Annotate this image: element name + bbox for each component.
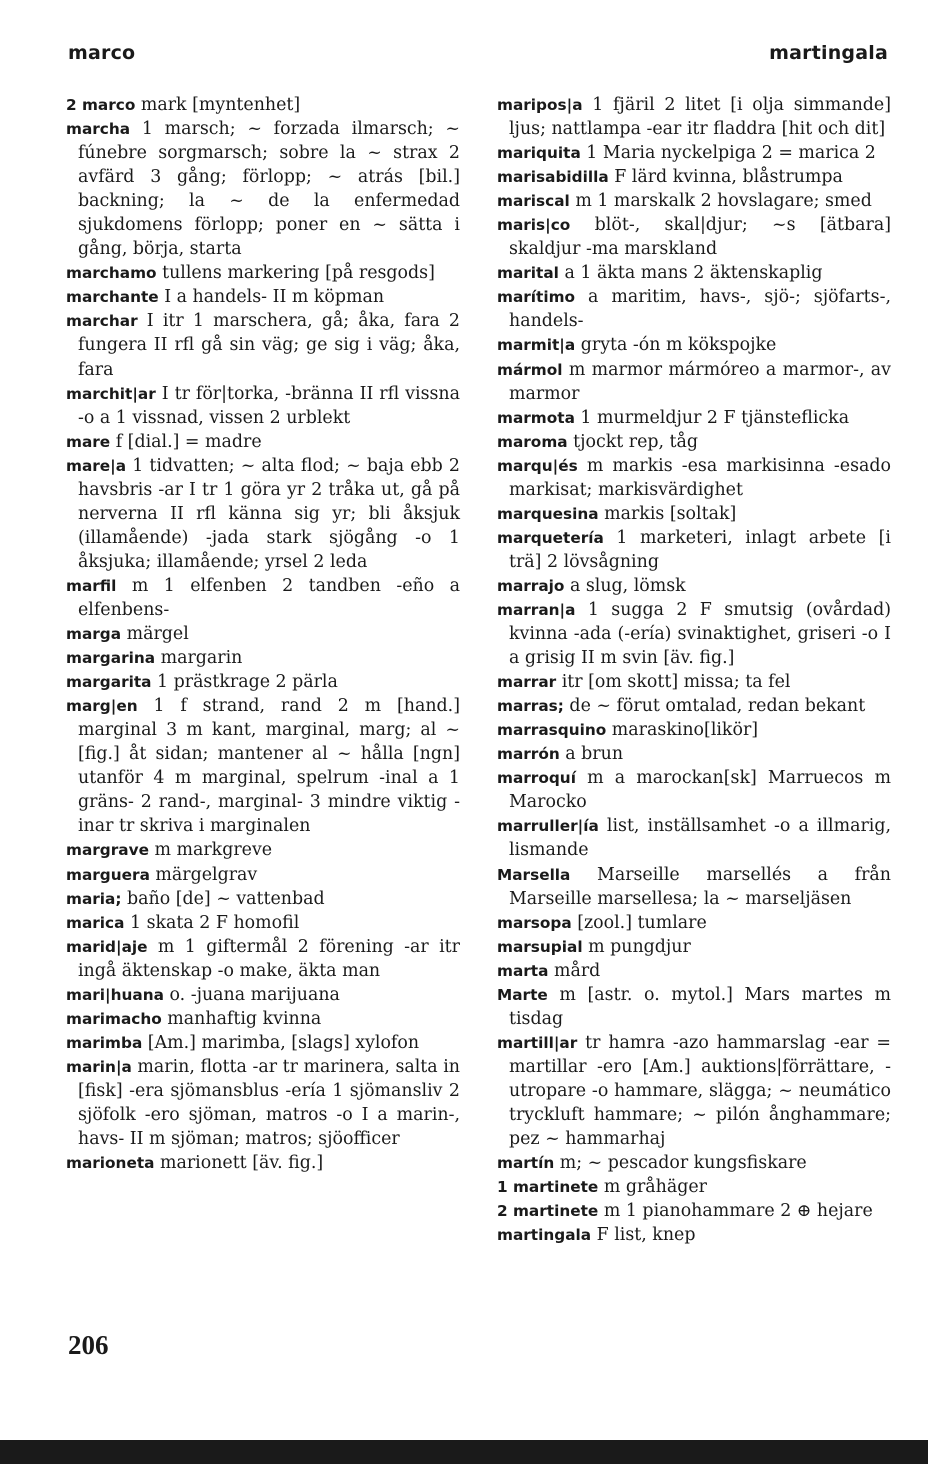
entry-definition: mark [myntenhet] (135, 95, 301, 115)
entry-headword: marruller|ía (497, 817, 599, 836)
entry-headword: marrasquino (497, 721, 607, 740)
running-head-right: martingala (769, 42, 888, 64)
dictionary-entry (497, 1031, 891, 1151)
entry-definition: m gråhäger (598, 1177, 707, 1198)
dictionary-entry (497, 766, 891, 814)
entry-definition: tr hamra -azo hammarslag -ear = martillar -ero [Am.] auktions|förrättare, -utropare -o hammare, slägga; ~ neumático tryckluft hammare; ~ pilón ånghammare; pez ~ hammarhaj (509, 1032, 891, 1150)
entry-headword: marrar (497, 673, 557, 692)
dictionary-entry (497, 213, 891, 261)
entry-headword: marquesina (497, 504, 599, 523)
entry-headword: marqu|és (497, 456, 578, 475)
entry-definition: blöt-, skal|djur; ~s [ätbara] skaldjur -ma marskland (509, 215, 891, 260)
entry-headword: mariquita (497, 144, 581, 163)
entry-headword: marg|en (66, 697, 138, 716)
dictionary-entry (66, 382, 460, 430)
entry-headword: 2 marco (66, 96, 136, 114)
dictionary-entry (497, 430, 891, 454)
scan-border (0, 1440, 928, 1464)
dictionary-entry (66, 887, 460, 911)
entry-definition: maraskino[likör] (606, 720, 759, 741)
dictionary-entry (66, 285, 460, 309)
entry-definition: list, inställsamhet -o a illmarig, lismande (509, 816, 891, 861)
dictionary-entry (497, 454, 891, 502)
entry-definition: m pungdjur (582, 936, 691, 957)
dictionary-entry (66, 694, 460, 838)
entry-headword: marica (66, 913, 125, 932)
entry-headword: marmota (497, 408, 575, 427)
dictionary-entry (66, 309, 460, 381)
entry-definition: a maritim, havs-, sjö-; sjöfarts-, handels- (509, 287, 891, 332)
entry-definition: 1 murmeldjur 2 F tjänsteflicka (574, 407, 850, 428)
dictionary-entry (66, 1007, 460, 1031)
dictionary-entry (497, 406, 891, 430)
entry-definition: m marmor mármóreo a marmor-, av marmor (509, 359, 891, 404)
entry-definition: baño [de] ~ vattenbad (121, 888, 325, 909)
dictionary-entry (497, 1199, 891, 1223)
dictionary-entry (66, 670, 460, 694)
entry-headword: marchit|ar (66, 384, 156, 403)
page-number: 206 (68, 1330, 109, 1360)
entry-definition: o. -juana marijuana (163, 984, 340, 1005)
entry-headword: marga (66, 625, 122, 644)
dictionary-entry (497, 141, 891, 165)
entry-definition: F lärd kvinna, blåstrumpa (608, 167, 843, 188)
entry-definition: 1 marketeri, inlagt arbete [i trä] 2 lövsågning (509, 527, 891, 572)
entry-definition: a slug, lömsk (564, 575, 686, 596)
entry-headword: mármol (497, 360, 563, 379)
entry-definition: gryta -ón m kökspojke (575, 335, 777, 356)
dictionary-entry (66, 622, 460, 646)
dictionary-entry (497, 1223, 891, 1247)
dictionary-entry (66, 117, 460, 261)
entry-definition: m 1 giftermål 2 förening -ar itr ingå äktenskap -o make, äkta man (78, 936, 460, 981)
entry-definition: m a marockan[sk] Marruecos m Marocko (509, 768, 891, 813)
entry-headword: maria; (66, 889, 122, 908)
entry-headword: mari|huana (66, 985, 164, 1004)
entry-definition: Marseille marsellés a från Marseille marsellesa; la ~ marseljäsen (509, 864, 891, 909)
entry-headword: marrón (497, 745, 560, 764)
dictionary-entry (497, 502, 891, 526)
entry-definition: 1 prästkrage 2 pärla (151, 672, 338, 693)
dictionary-entry (497, 1151, 891, 1175)
entry-definition: I a handels- II m köpman (158, 287, 385, 308)
entry-headword: marroquí (497, 769, 576, 788)
entry-definition: markis [soltak] (598, 503, 737, 524)
entry-headword: marsupial (497, 937, 583, 956)
entry-definition: manhaftig kvinna (161, 1008, 322, 1029)
dictionary-entry (497, 959, 891, 983)
entry-headword: marioneta (66, 1154, 155, 1173)
entry-headword: marrajo (497, 576, 565, 595)
dictionary-entry (66, 838, 460, 862)
dictionary-entry (497, 574, 891, 598)
entry-definition: [Am.] marimba, [slags] xylofon (142, 1032, 420, 1053)
dictionary-entry (66, 863, 460, 887)
entry-headword: maripos|a (497, 96, 583, 114)
entry-definition: [zool.] tumlare (571, 912, 707, 933)
dictionary-entry (497, 670, 891, 694)
dictionary-entry (497, 742, 891, 766)
entry-definition: f [dial.] = madre (110, 431, 262, 452)
entry-definition: I itr 1 marschera, gå; åka, fara 2 fungera II rfl gå sin väg; ge sig i väg; åka, fara (78, 311, 460, 380)
right-column (497, 93, 891, 1247)
dictionary-entry (66, 1031, 460, 1055)
dictionary-entry (66, 911, 460, 935)
entry-headword: marital (497, 264, 559, 283)
entry-headword: margarina (66, 649, 156, 668)
dictionary-entry (66, 646, 460, 670)
entry-definition: m 1 elfenben 2 tandben -eño a elfenbens- (78, 575, 460, 620)
entry-headword: mare (66, 432, 111, 451)
entry-definition: märgelgrav (149, 864, 258, 885)
entry-headword: margrave (66, 841, 149, 860)
entry-definition: 1 sugga 2 F smutsig (ovårdad) kvinna -ada (-ería) svinaktighet, griseri -o I a grisig II m svin [äv. fig.] (509, 599, 891, 669)
dictionary-entry (497, 358, 891, 406)
dictionary-entry (66, 1151, 460, 1175)
dictionary-entry (66, 430, 460, 454)
dictionary-entry (497, 189, 891, 213)
entry-headword: marras; (497, 697, 564, 716)
entry-definition: m 1 pianohammare 2 ⊕ hejare (598, 1201, 873, 1222)
dictionary-entry (66, 1055, 460, 1151)
entry-headword: maroma (497, 432, 568, 451)
dictionary-entry (497, 93, 891, 141)
dictionary-entry (497, 935, 891, 959)
entry-definition: 1 Maria nyckelpiga 2 = marica 2 (580, 143, 876, 164)
entry-headword: Marsella (497, 865, 571, 884)
dictionary-entry (66, 983, 460, 1007)
dictionary-entry (66, 574, 460, 622)
entry-definition: mård (548, 960, 601, 981)
entry-headword: marisabidilla (497, 168, 609, 187)
entry-headword: 2 martinete (497, 1202, 599, 1221)
dictionary-entry (66, 454, 460, 574)
entry-headword: marcha (66, 120, 131, 139)
entry-definition: 1 tidvatten; ~ alta flod; ~ baja ebb 2 havsbris -ar I tr 1 göra yr 2 tråka ut, gå på nerverna II rfl känna sig yr; bli åksjuk (illamående) -jada stark sjögång -o 1 åksjuka; illamående; yrsel 2 leda (78, 455, 460, 572)
entry-headword: marid|aje (66, 937, 148, 956)
entry-headword: marta (497, 961, 549, 980)
dictionary-entry (497, 285, 891, 333)
dictionary-entry (497, 598, 891, 670)
entry-definition: marin, flotta -ar tr marinera, salta in [fisk] -era sjömansblus -ería 1 sjömansliv 2 sjöfolk -ero sjöman, matros -o I a marin-, havs- II m sjöman; matros; sjöofficer (78, 1056, 460, 1150)
entry-headword: marchar (66, 312, 138, 331)
entry-definition: a 1 äkta mans 2 äktenskaplig (558, 263, 823, 284)
dictionary-entry (497, 261, 891, 285)
dictionary-entry (497, 911, 891, 935)
dictionary-entry (497, 1175, 891, 1199)
entry-headword: marimba (66, 1033, 143, 1052)
entry-definition: m markis -esa markisinna -esado markisat; markisvärdighet (509, 455, 891, 500)
entry-definition: m 1 marskalk 2 hovslagare; smed (569, 191, 872, 212)
entry-headword: martingala (497, 1226, 592, 1245)
entry-headword: marquetería (497, 528, 604, 547)
dictionary-entry (497, 694, 891, 718)
entry-headword: marfil (66, 576, 117, 595)
left-column (66, 93, 460, 1175)
entry-headword: mariscal (497, 192, 570, 211)
entry-definition: de ~ förut omtalad, redan bekant (563, 696, 866, 717)
entry-definition: margarin (155, 648, 243, 669)
entry-headword: marmit|a (497, 336, 576, 355)
entry-definition: 1 marsch; ~ forzada ilmarsch; ~ fúnebre sorgmarsch; sobre la ~ strax 2 avfärd 3 gång; förlopp; ~ atrás [bil.] backning; la ~ de la enfermedad sjukdomens förlopp; poner en ~ sätta i gång, börja, starta (78, 119, 460, 260)
entry-definition: 1 f strand, rand 2 m [hand.] marginal 3 m kant, marginal, marg; al ~ [fig.] åt sidan; mantener al ~ hålla [ngn] utanför 4 m marginal, spelrum -inal a 1 gräns- 2 rand-, marginal- 3 mindre viktig -inar tr skriva i marginalen (78, 696, 460, 837)
entry-definition: F list, knep (591, 1225, 696, 1246)
dictionary-entry (497, 333, 891, 357)
dictionary-entry (497, 814, 891, 862)
entry-headword: martill|ar (497, 1033, 578, 1052)
entry-headword: marimacho (66, 1009, 162, 1028)
entry-headword: marin|a (66, 1057, 132, 1076)
entry-definition: tjockt rep, tåg (567, 431, 699, 452)
dictionary-entry (497, 718, 891, 742)
dictionary-entry (497, 983, 891, 1031)
entry-definition: a brun (559, 744, 624, 765)
entry-headword: martín (497, 1154, 555, 1173)
entry-definition: tullens markering [på resgods] (156, 263, 435, 284)
entry-definition: m; ~ pescador kungsfiskare (554, 1153, 807, 1174)
entry-headword: 1 martinete (497, 1178, 599, 1197)
dictionary-entry (497, 165, 891, 189)
entry-headword: marchamo (66, 264, 157, 283)
entry-headword: marsopa (497, 913, 572, 932)
entry-definition: m markgreve (148, 840, 273, 861)
entry-definition: m [astr. o. mytol.] Mars martes m tisdag (509, 984, 891, 1029)
entry-headword: Marte (497, 985, 548, 1004)
dictionary-entry (497, 526, 891, 574)
entry-definition: 1 fjäril 2 litet [i olja simmande] ljus; nattlampa -ear itr fladdra [hit och dit] (509, 95, 891, 140)
entry-headword: margarita (66, 673, 152, 692)
entry-headword: maris|co (497, 216, 571, 235)
dictionary-entry (497, 863, 891, 911)
entry-headword: marran|a (497, 600, 576, 619)
entry-headword: marítimo (497, 288, 576, 307)
entry-definition: itr [om skott] missa; ta fel (556, 672, 791, 693)
entry-definition: marionett [äv. fig.] (154, 1153, 324, 1174)
entry-headword: marchante (66, 288, 159, 307)
entry-headword: mare|a (66, 456, 127, 475)
entry-headword: marguera (66, 865, 150, 884)
dictionary-entry (66, 935, 460, 983)
entry-definition: 1 skata 2 F homofil (124, 912, 300, 933)
entry-definition: I tr för|torka, -bränna II rfl vissna -o a 1 vissnad, vissen 2 urblekt (78, 383, 460, 428)
entry-definition: märgel (121, 624, 189, 645)
dictionary-entry (66, 93, 460, 117)
running-head-left: marco (68, 42, 136, 64)
dictionary-entry (66, 261, 460, 285)
